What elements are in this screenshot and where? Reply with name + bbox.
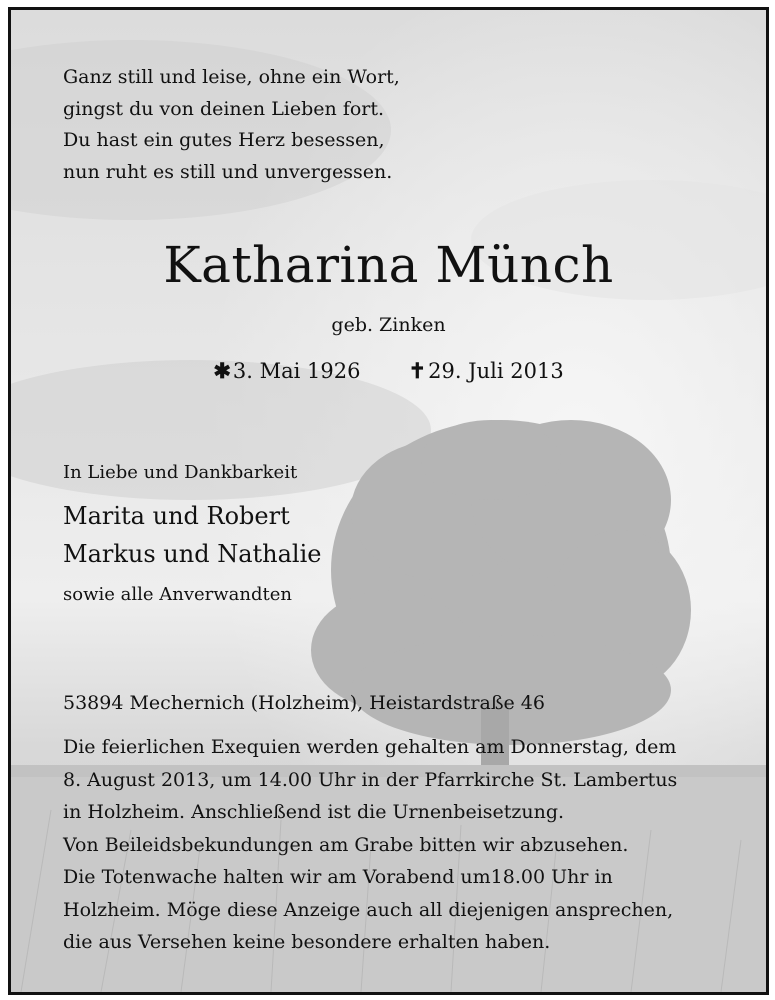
mourners-names	[63, 497, 321, 573]
mourner-name: Marita und Robert	[63, 502, 290, 530]
mourner-name: Markus und Nathalie	[63, 540, 322, 568]
poem-line: Ganz still und leise, ohne ein Wort,	[63, 66, 400, 88]
life-dates	[11, 358, 766, 383]
poem-line: gingst du von deinen Lieben fort.	[63, 97, 385, 120]
notice-line: 8. August 2013, um 14.00 Uhr in der Pfarrkirche St. Lambertus	[63, 768, 678, 791]
birth-date: 3. Mai 1926	[232, 359, 361, 383]
poem-line: nun ruht es still und unvergessen.	[63, 160, 393, 183]
poem	[63, 62, 400, 188]
deceased-name: Katharina Münch	[163, 236, 614, 294]
relatives-line: sowie alle Anverwandten	[63, 584, 292, 605]
notice-line: Die feierlichen Exequien werden gehalten am Donnerstag, dem	[63, 736, 677, 758]
notice-line: in Holzheim. Anschließend ist die Urnenbeisetzung.	[63, 801, 565, 823]
notice-line: Von Beileidsbekundungen am Grabe bitten wir abzusehen.	[63, 833, 629, 856]
death-cross-icon: ✝	[408, 358, 427, 383]
notice-line: Die Totenwache halten wir am Vorabend um18.00 Uhr in	[63, 866, 613, 888]
notice-line: Holzheim. Möge diese Anzeige auch all diejenigen ansprechen,	[63, 898, 674, 921]
poem-line: Du hast ein gutes Herz besessen,	[63, 129, 385, 151]
funeral-notice	[63, 731, 677, 959]
notice-line: die aus Versehen keine besondere erhalten haben.	[63, 931, 551, 953]
death-date: 29. Juli 2013	[428, 359, 564, 383]
mourners-intro: In Liebe und Dankbarkeit	[63, 462, 298, 483]
birth-star-icon: ✱	[213, 358, 231, 383]
obituary-frame	[8, 7, 769, 995]
maiden-name: geb. Zinken	[331, 314, 446, 336]
address: 53894 Mechernich (Holzheim), Heistardstraße 46	[63, 692, 545, 714]
